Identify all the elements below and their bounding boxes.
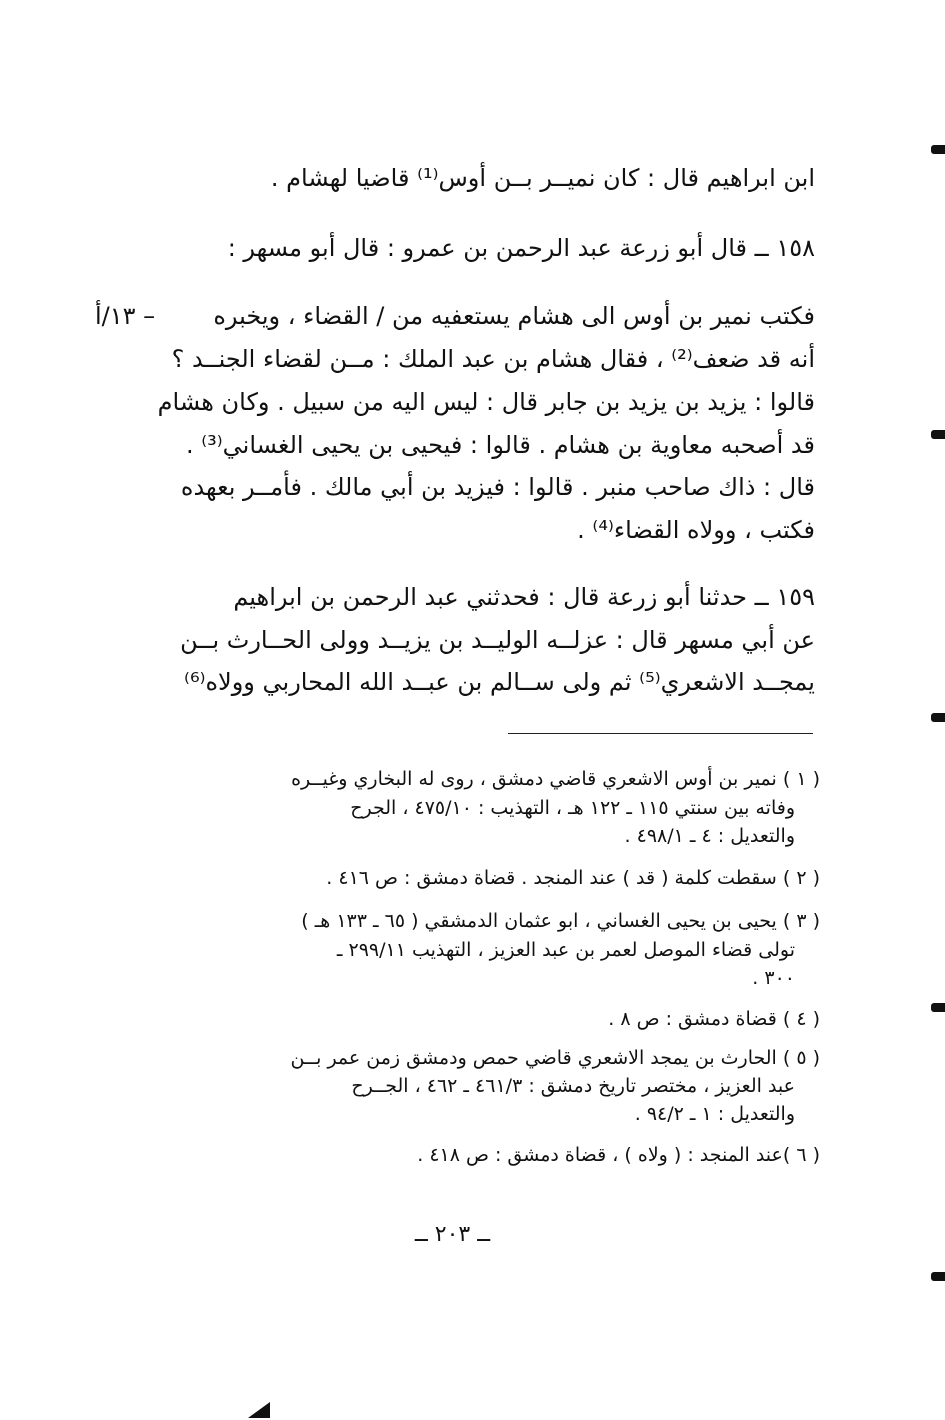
edge-tick-mark (931, 145, 945, 154)
corner-triangle-mark (248, 1402, 270, 1418)
text-line-2: ١٥٨ ــ قال أبو زرعة عبد الرحمن بن عمرو : قال أبو مسهر : (227, 234, 815, 262)
footnote-6-line-1: ( ٦ )عند المنجد : ( ولاه ) ، قضاة دمشق : ص ٤١٨ . (417, 1144, 820, 1166)
text-line-8: فكتب ، وولاه القضاء⁽⁴⁾ . (577, 516, 815, 544)
edge-tick-mark (931, 713, 945, 722)
text-line-4: أنه قد ضعف⁽²⁾ ، فقال هشام بن عبد الملك : مــن لقضاء الجنــد ؟ (171, 345, 815, 373)
footnote-3-line-3: ٣٠٠ . (752, 967, 795, 989)
text-line-10: عن أبي مسهر قال : عزلــه الوليــد بن يزيــد وولى الحــارث بــن (180, 626, 815, 654)
edge-tick-mark (931, 1272, 945, 1281)
footnote-5-line-1: ( ٥ ) الحارث بن يمجد الاشعري قاضي حمص ودمشق زمن عمر بــن (290, 1047, 820, 1069)
footnote-separator (508, 733, 813, 734)
text-line-1: ابن ابراهيم قال : كان نميــر بــن أوس⁽¹⁾ قاضيا لهشام . (270, 164, 815, 192)
text-line-11: يمجــد الاشعري⁽⁵⁾ ثم ولى ســالم بن عبــد الله المحاربي وولاه⁽⁶⁾ (184, 668, 815, 696)
footnote-3-line-1: ( ٣ ) يحيى بن يحيى الغساني ، ابو عثمان الدمشقي ( ٦٥ ـ ١٣٣ هـ ) (301, 910, 820, 932)
footnote-5-line-3: والتعديل : ١ ـ ٩٤/٢ . (634, 1103, 795, 1125)
text-line-3: فكتب نمير بن أوس الى هشام يستعفيه من / القضاء ، ويخبره (213, 302, 815, 330)
manuscript-folio-reference: – ١٣/أ (95, 302, 156, 330)
footnote-5-line-2: عبد العزيز ، مختصر تاريخ دمشق : ٤٦١/٣ ـ ٤٦٢ ، الجــرح (351, 1075, 795, 1097)
footnote-3-line-2: تولى قضاء الموصل لعمر بن عبد العزيز ، التهذيب ٢٩٩/١١ ـ (336, 939, 795, 961)
footnote-4-line-1: ( ٤ ) قضاة دمشق : ص ٨ . (608, 1008, 820, 1030)
text-line-9: ١٥٩ ــ حدثنا أبو زرعة قال : فحدثني عبد الرحمن بن ابراهيم (233, 583, 815, 611)
edge-tick-mark (931, 1003, 945, 1012)
edge-tick-mark (931, 430, 945, 439)
footnote-2-line-1: ( ٢ ) سقطت كلمة ( قد ) عند المنجد . قضاة دمشق : ص ٤١٦ . (326, 867, 820, 889)
text-line-6: قد أصحبه معاوية بن هشام . قالوا : فيحيى بن يحيى الغساني⁽³⁾ . (185, 431, 815, 459)
footnote-1-line-2: وفاته بين سنتي ١١٥ ـ ١٢٢ هـ ، التهذيب : ٤٧٥/١٠ ، الجرح (350, 797, 795, 819)
footnote-1-line-3: والتعديل : ٤ ـ ٤٩٨/١ . (624, 825, 795, 847)
footnote-1-line-1: ( ١ ) نمير بن أوس الاشعري قاضي دمشق ، روى له البخاري وغيــره (291, 768, 820, 790)
text-line-7: قال : ذاك صاحب منبر . قالوا : فيزيد بن أبي مالك . فأمــر بعهده (180, 473, 815, 501)
text-line-5: قالوا : يزيد بن يزيد بن جابر قال : ليس اليه من سبيل . وكان هشام (157, 388, 815, 416)
page-number: ــ ٢٠٣ ــ (414, 1222, 491, 1247)
